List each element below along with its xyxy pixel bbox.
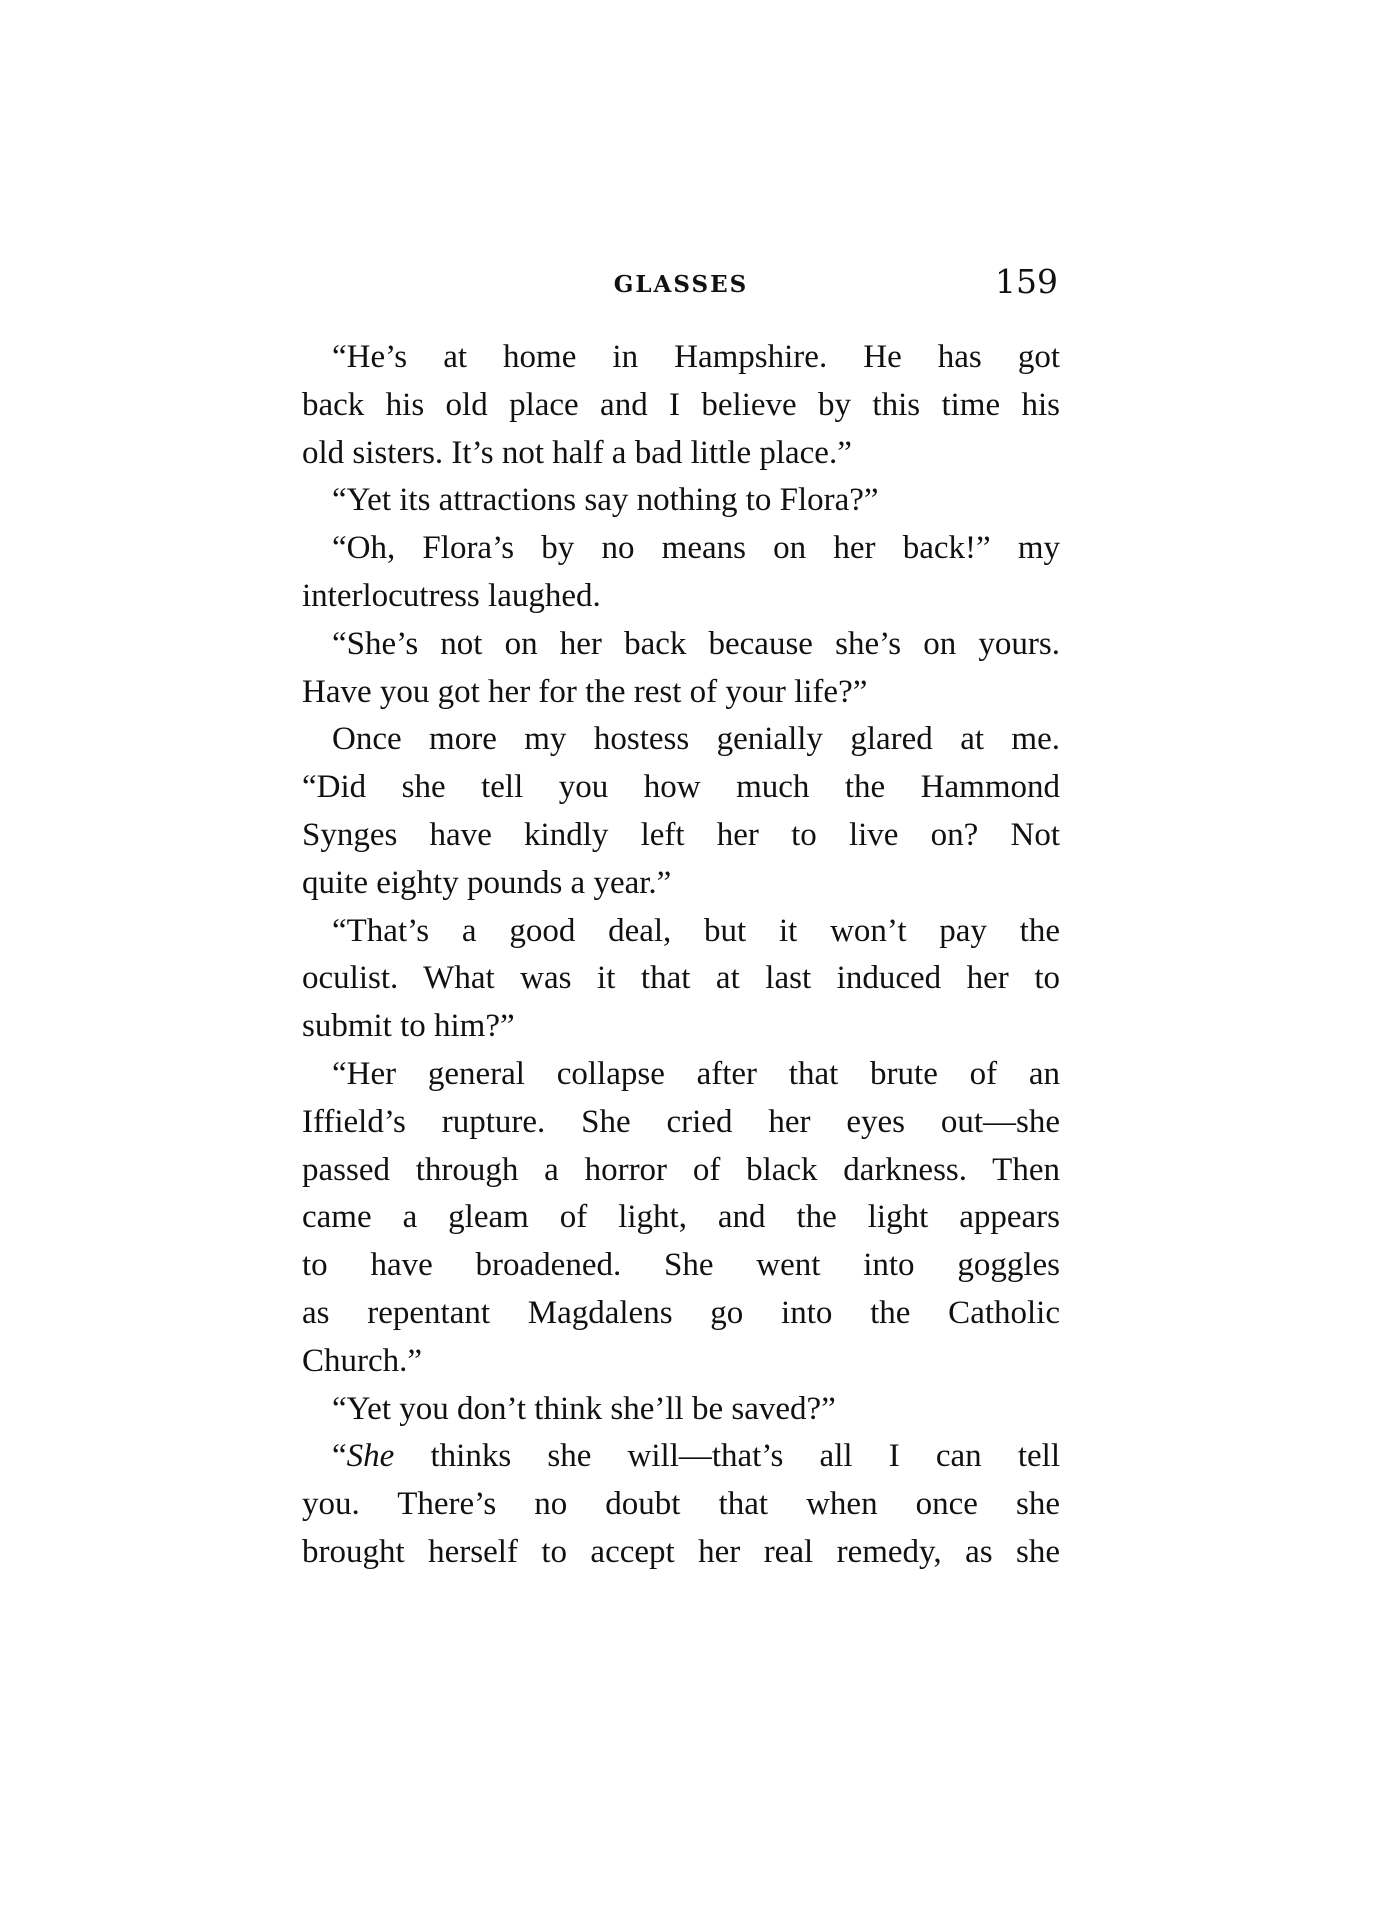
text-line: as repentant Magdalens go into the Catholic — [302, 1294, 1060, 1331]
text-line: “He’s at home in Hampshire. He has got — [332, 339, 1060, 375]
opening-quote: “ — [332, 1438, 347, 1475]
text-line: you. There’s no doubt that when once she — [302, 1486, 1060, 1523]
running-head: GLASSES — [613, 271, 749, 298]
text-line: “That’s a good deal, but it won’t pay the — [332, 912, 1060, 949]
text-line-with-italic — [302, 1433, 1060, 1481]
text-line: interlocutress laughed. — [302, 577, 601, 614]
text-line: old sisters. It’s not half a bad little place.” — [302, 434, 852, 471]
text-line: quite eighty pounds a year.” — [302, 864, 672, 901]
text-line: Church.” — [302, 1342, 423, 1379]
text-line: brought herself to accept her real remedy, as she — [302, 1533, 1060, 1570]
text-line: “She’s not on her back because she’s on yours. — [332, 625, 1060, 662]
text-line: “Oh, Flora’s by no means on her back!” my — [332, 530, 1060, 567]
text-line: “Yet its attractions say nothing to Flora?” — [332, 482, 879, 519]
text-line: Iffield’s rupture. She cried her eyes out—she — [302, 1103, 1060, 1140]
body-text — [302, 334, 1060, 1577]
page-header — [302, 262, 1060, 312]
line-remainder: thinks she will—that’s all I can tell — [430, 1438, 1061, 1475]
page-number: 159 — [995, 262, 1058, 301]
text-line: Have you got her for the rest of your life?” — [302, 673, 868, 710]
text-line: “Her general collapse after that brute of an — [332, 1055, 1060, 1092]
text-line: Synges have kindly left her to live on? Not — [302, 816, 1060, 853]
text-line: passed through a horror of black darkness. Then — [302, 1151, 1060, 1188]
text-line: came a gleam of light, and the light appears — [302, 1199, 1060, 1236]
text-line: to have broadened. She went into goggles — [302, 1247, 1060, 1284]
text-line: “Yet you don’t think she’ll be saved?” — [332, 1390, 836, 1427]
text-line: submit to him?” — [302, 1008, 515, 1045]
text-line: back his old place and I believe by this time his — [302, 386, 1060, 423]
text-line: “Did she tell you how much the Hammond — [302, 769, 1060, 806]
italic-word: She — [346, 1438, 395, 1475]
text-line: Once more my hostess genially glared at me. — [332, 721, 1060, 758]
text-line: oculist. What was it that at last induced her to — [302, 960, 1060, 997]
